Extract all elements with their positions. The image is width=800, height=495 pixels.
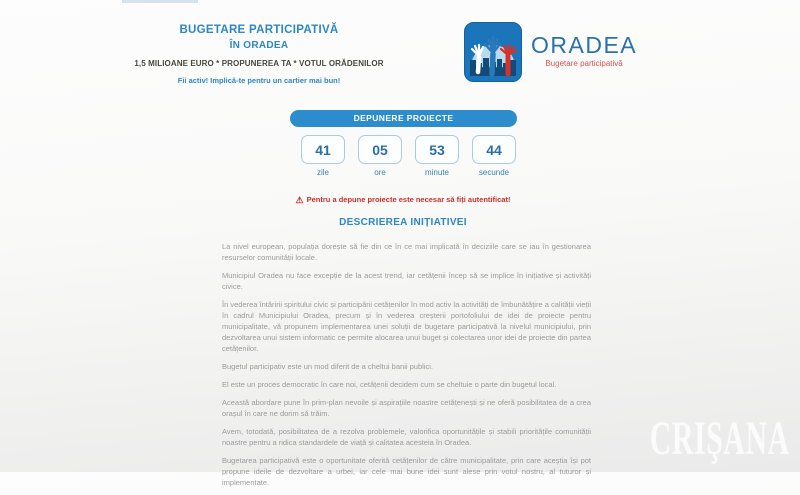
countdown-days xyxy=(301,135,345,177)
paragraph: Avem, totodată, posibilitatea de a rezolva problemele, valorifica oportunitățile și stabili prioritățile comunității noastre pentru a ridica standardele de viață și calitatea acesteia în Oradea. xyxy=(222,427,591,447)
warning-triangle-icon: ⚠ xyxy=(295,195,304,205)
countdown-hours xyxy=(358,135,402,177)
countdown-seconds-value: 44 xyxy=(472,135,516,164)
section-heading: DESCRIEREA INIȚIATIVEI xyxy=(339,217,467,228)
crisana-watermark: CRIŞANA xyxy=(650,412,790,465)
logo-subtitle: Bugetare participativă xyxy=(545,59,623,68)
paragraph: Această abordare pune în prim-plan nevoile și aspirațiile noastre cetățenești și ne oferă posibilitatea de a crea orașul în care ne dorim să trăim. xyxy=(222,398,591,418)
countdown-seconds-label: secunde xyxy=(478,168,510,177)
raised-hands-city-icon xyxy=(464,22,522,82)
logo-text xyxy=(531,22,637,68)
countdown-minutes xyxy=(415,135,459,177)
countdown-minutes-value: 53 xyxy=(415,135,459,164)
page-header xyxy=(109,24,409,85)
header-tagline: Fii activ! Implică-te pentru un cartier mai bun! xyxy=(177,76,341,85)
auth-warning-text: Pentru a depune proiecte este necesar să fiți autentificat! xyxy=(306,195,511,204)
paragraph: În vederea întăririi spiritului civic și participării cetățenilor în mod activ la activități de îmbunătățire a calității vieții în cadrul Municipiului Oradea, precum și în vederea creșterii portofoliului de idei de proiecte pentru municipalitate, vă propunem implementarea unei soluții de bugetare participativă la nivelul municipiului, prin dezvoltarea unui sistem informatic ce permite alocarea unui buget și colectarea unor idei de proiecte din partea cetățenilor. xyxy=(222,300,591,353)
auth-warning xyxy=(0,195,800,206)
countdown-hours-value: 05 xyxy=(358,135,402,164)
oradea-logo[interactable] xyxy=(464,22,637,82)
paragraph: Bugetul participativ este un mod diferit de a cheltui banii publici. xyxy=(222,362,433,371)
countdown-seconds xyxy=(472,135,516,177)
page-title-city: ÎN ORADEA xyxy=(229,40,289,51)
countdown-days-label: zile xyxy=(316,168,329,177)
initiative-description xyxy=(222,241,591,495)
paragraph: Bugetarea participativă este o oportunitate oferită cetățenilor de către municipalitate, prin care aceștia își pot propune ideile de dezvoltare a urbei, iar cele mai bune idei sunt alese prin votul nostru, al tuturor și implementate. xyxy=(222,456,591,487)
countdown-days-value: 41 xyxy=(301,135,345,164)
paragraph: La nivel european, populația dorește să fie din ce în ce mai implicată în deciziile care se iau în gestionarea resurselor comunității locale. xyxy=(222,242,591,262)
submit-projects-button[interactable]: DEPUNERE PROIECTE xyxy=(290,110,517,127)
page-title: BUGETARE PARTICIPATIVĂ xyxy=(179,24,339,36)
logo-name: ORADEA xyxy=(531,32,638,58)
countdown-timer xyxy=(301,135,516,177)
top-partial-element xyxy=(122,0,198,3)
paragraph: Municipiul Oradea nu face excepție de la acest trend, iar cetățenii încep să se implice în inițiative și activități civice. xyxy=(222,271,591,291)
header-subtitle: 1,5 MILIOANE EURO * PROPUNEREA TA * VOTUL ORĂDENILOR xyxy=(134,59,384,68)
paragraph: El este un proces democratic în care noi, cetățenii decidem cum se cheltuie o parte din bugetul local. xyxy=(222,380,557,389)
countdown-minutes-label: minute xyxy=(424,168,449,177)
countdown-hours-label: ore xyxy=(374,168,386,177)
